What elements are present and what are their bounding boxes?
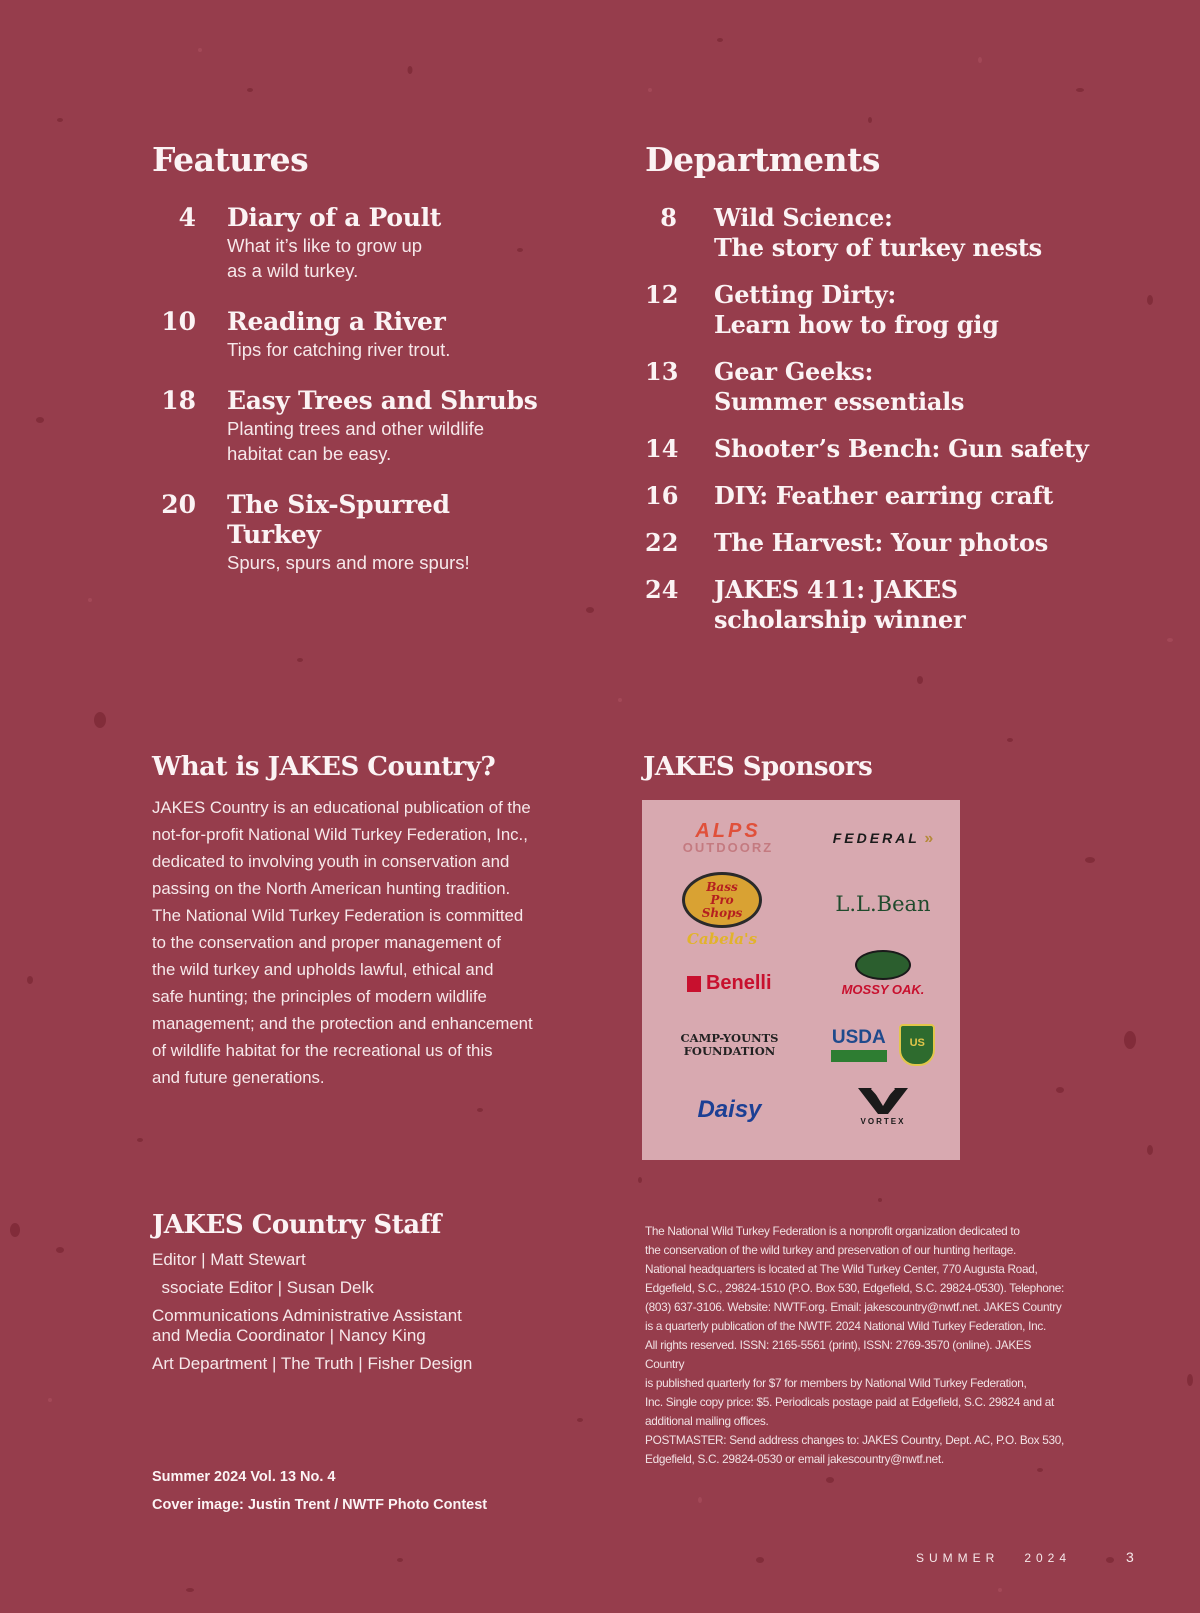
department-page: 12 [645,280,679,309]
department-item[interactable] [645,575,1105,635]
department-item[interactable] [645,434,1105,464]
bass-pro-text-1: Bass [706,879,738,894]
mossy-oak-logo-text: MOSSY OAK. [841,982,925,997]
departments-heading: Departments [645,140,880,179]
staff-heading: JAKES Country Staff [152,1210,441,1240]
usfs-shield-icon [899,1024,935,1066]
camp-younts-text-2: FOUNDATION [683,1044,776,1058]
department-item[interactable] [645,357,1105,417]
department-page: 16 [645,481,679,510]
staff-editor: Editor | Matt Stewart [152,1250,306,1269]
feature-page: 20 [161,490,196,519]
vortex-mark-icon [856,1086,910,1116]
federal-logo[interactable] [818,830,948,848]
sponsors-heading: JAKES Sponsors [643,752,873,782]
staff-art-department: Art Department | The Truth | Fisher Design [152,1354,473,1373]
feature-page: 10 [161,307,196,336]
bass-pro-badge [682,872,762,928]
vortex-logo[interactable] [828,1086,938,1126]
staff-communications: Communications Administrative Assistant and Media Coordinator | Nancy King [152,1306,462,1345]
department-item[interactable] [645,280,1105,340]
usda-logo-text: USDA [831,1027,886,1048]
about-heading: What is JAKES Country? [152,752,496,782]
feature-item[interactable] [152,490,582,575]
features-section [152,140,582,575]
feature-title: Reading a River [227,307,446,336]
daisy-logo-text: Daisy [697,1096,762,1123]
department-title: Wild Science: The story of turkey nests [714,203,1042,262]
sponsors-section [643,752,973,782]
features-heading: Features [152,140,309,179]
feature-item[interactable] [152,203,582,283]
feature-title: The Six-Spurred Turkey [227,490,450,549]
feature-item[interactable] [152,386,582,466]
about-body: JAKES Country is an educational publication of the not-for-profit National Wild Turkey Federation, Inc., dedicated to involving youth in conservation and passing on the North American hunting tradition. The National Wild Turkey Federation is committed to the conservation and proper management of the wild turkey and upholds lawful, ethical and safe hunting; the principles of modern wildlife management; and the protection and enhancement of wildlife habitat for the recreational us of this and future generations. [152,798,533,1087]
cabelas-logo-text: Cabela's [686,930,758,948]
feature-desc: Spurs, spurs and more spurs! [227,552,470,573]
llbean-logo-text: L.L.Bean [835,892,931,916]
issue-info [152,1463,487,1519]
feature-item[interactable] [152,307,582,362]
staff-associate-editor: ssociate Editor | Susan Delk [152,1278,374,1297]
issue-volume: Summer 2024 Vol. 13 No. 4 [152,1469,336,1485]
department-item[interactable] [645,481,1105,511]
department-page: 24 [645,575,679,604]
department-item[interactable] [645,528,1105,558]
benelli-mark-icon [687,976,701,992]
mossy-oak-logo[interactable] [818,950,948,997]
publisher-statement: The National Wild Turkey Federation is a nonprofit organization dedicated to the conservation of the wild turkey and preservation of our hunting heritage. National headquarters is located at The Wild Turkey Center, 770 Augusta Road, Edgefield, S.C., 29824-1510 (P.O. Box 530, Edgefield, S.C. 29824-0530). Telephone: (803) 637-3106. Website: NWTF.org. Email: jakescountry@nwtf.net. JAKES Country is a quarterly publication of the NWTF. 2024 National Wild Turkey Federation, Inc. All rights reserved. ISSN: 2165-5561 (print), ISSN: 2769-3570 (online). JAKES Country is published quarterly for $7 for members by National Wild Turkey Federation, Inc. Single copy price: $5. Periodicals postage paid at Edgefield, S.C. 29824 and at additional mailing offices. POSTMASTER: Send address changes to: JAKES Country, Dept. AC, P.O. Box 530, Edgefield, S.C. 29824-0530 or email jakescountry@nwtf.net. [645,1224,1065,1466]
usda-field-icon [831,1050,887,1062]
bass-pro-text-3: Shops [701,905,743,920]
bass-pro-cabelas-logo[interactable] [682,872,762,948]
cover-credit: Cover image: Justin Trent / NWTF Photo Contest [152,1497,488,1513]
usda-mark [831,1028,887,1062]
feature-title: Diary of a Poult [227,203,442,232]
alps-logo-text: ALPS [695,820,761,842]
feature-desc: What it’s like to grow up as a wild turkey. [227,235,423,281]
page-number: 3 [1126,1549,1134,1565]
feature-desc: Planting trees and other wildlife habitat can be easy. [227,418,485,464]
benelli-logo[interactable] [662,972,797,995]
department-page: 14 [645,434,679,463]
department-title: Getting Dirty: Learn how to frog gig [714,280,999,339]
benelli-logo-text: Benelli [705,972,772,994]
department-title: JAKES 411: JAKES scholarship winner [714,575,966,634]
department-page: 8 [660,203,677,232]
federal-swoosh-icon: » [924,830,934,847]
department-title: Gear Geeks: Summer essentials [714,357,965,416]
about-section [152,752,600,1091]
footer-season: SUMMER 2024 [916,1551,1072,1565]
feature-page: 4 [178,203,196,232]
department-item[interactable] [645,203,1105,263]
feature-page: 18 [161,386,196,415]
staff-section [152,1210,612,1374]
usfs-logo-text: US [909,1037,925,1049]
alps-logo-subtext: OUTDOORZ [682,840,774,855]
camp-younts-logo[interactable] [662,1032,797,1058]
feature-title: Easy Trees and Shrubs [227,386,538,415]
alps-outdoorz-logo[interactable] [658,820,798,855]
department-title: The Harvest: Your photos [714,528,1048,557]
departments-section [645,140,1105,635]
department-page: 22 [645,528,679,557]
department-title: Shooter’s Bench: Gun safety [714,434,1089,463]
llbean-logo[interactable] [818,892,948,916]
vortex-logo-text: VORTEX [860,1117,906,1126]
sponsor-logo-panel [642,800,960,1160]
federal-logo-text: FEDERAL [832,830,920,846]
camp-younts-text-1: CAMP-YOUNTS [680,1031,779,1045]
feature-desc: Tips for catching river trout. [227,339,451,360]
daisy-logo[interactable] [662,1096,797,1124]
department-title: DIY: Feather earring craft [714,481,1054,510]
usda-usfs-logo[interactable] [828,1024,938,1066]
bass-pro-text-2: Pro [710,892,734,907]
mossy-oak-tree-icon [855,950,911,980]
department-page: 13 [645,357,679,386]
